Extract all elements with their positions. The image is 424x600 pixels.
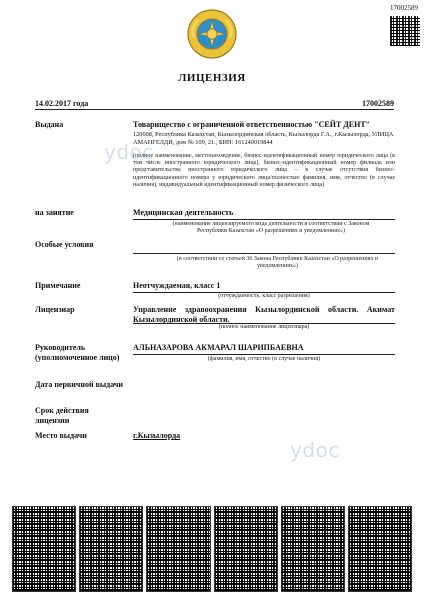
issued-name: Товарищество с ограниченной ответственностью "СЕЙТ ДЕНТ" [133, 120, 371, 129]
qr-code-image [348, 506, 412, 592]
conditions-caption: (в соответствии со статьей 36 Закона Республики Казахстан «О разрешениях и уведомлениях») [176, 256, 379, 270]
kazakhstan-emblem-icon [186, 8, 238, 60]
divider [133, 354, 395, 355]
note-value: Неотчуждаемая, класс 1 [133, 281, 221, 290]
licensor-value: Управление здравоохранения Кызылординской области. Акимат Кызылординской области. [133, 305, 395, 324]
licensor-caption: (полное наименование лицензиара) [218, 324, 310, 330]
first-issue-label: Дата первичной выдачи [35, 380, 124, 389]
top-document-number: 17002589 [390, 4, 418, 12]
note-label: Примечание [35, 281, 81, 290]
watermark: ydoc [290, 438, 340, 462]
validity-label: Срок действия [35, 406, 89, 415]
qr-code-image [146, 506, 210, 592]
validity-label-sub: лицензии [35, 416, 70, 425]
divider [35, 109, 394, 110]
head-label: Руководитель [35, 343, 86, 352]
issue-date: 14.02.2017 года [35, 99, 89, 108]
activity-caption: (наименование лицензируемого вида деятельности в соответствии с Законом Республики Казахстан «О разрешениях и уведомлениях») [172, 221, 370, 235]
divider [133, 253, 395, 254]
activity-label: на занятие [35, 208, 74, 217]
watermark: ydoc [104, 140, 154, 164]
qr-code-image [281, 506, 345, 592]
place-label: Место выдачи [35, 431, 87, 440]
qr-code-image [79, 506, 143, 592]
place-value: г.Кызылорда [133, 431, 181, 440]
qr-code-image [390, 16, 420, 46]
issued-label: Выдана [35, 120, 64, 129]
document-title: ЛИЦЕНЗИЯ [178, 72, 246, 84]
issued-address: 120008, Республика Казахстан, Кызылординская область, Кызылорда Г.А., г.Кызылорда, УЛИЦА АМАНГЕЛДИ, дом № 109, 21., БИН: 161240019844 [133, 131, 394, 146]
licensor-label: Лицензиар [35, 305, 75, 314]
qr-code-image [12, 506, 76, 592]
conditions-label: Особые условия [35, 240, 94, 249]
license-number: 17002589 [362, 99, 394, 108]
issued-caption: (полное наименование, местонахождение, бизнес-идентификационный номер юридического лица (в том числе иностранного юридического лица), бизнес-идентификационный номер филиала или представительства иностранного юридического лица – в случае отсутствия бизнес-идентификационного номера у юридического лица/полностью фамилия, имя, отчество (в случае наличия), индивидуальный идентификационный номер физического лица) [133, 153, 395, 188]
note-caption: (отчуждаемость, класс разрешения) [218, 293, 310, 299]
head-value: АЛЬНАЗАРОВА АКМАРАЛ ШАРИПБАЕВНА [133, 343, 304, 352]
qr-code-image [214, 506, 278, 592]
divider [133, 219, 395, 220]
head-label-sub: (уполномоченное лицо) [35, 353, 120, 362]
head-caption: (фамилия, имя, отчество (в случае наличия) [207, 356, 321, 362]
activity-value: Медицинская деятельность [133, 208, 234, 217]
qr-code-strip [12, 506, 412, 592]
